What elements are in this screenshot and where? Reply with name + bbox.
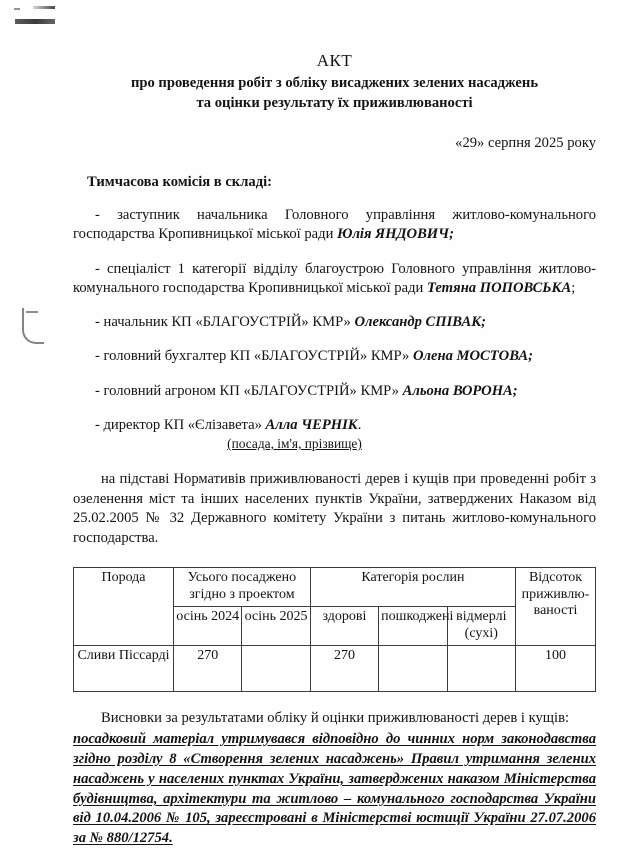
header-breed: Порода [74,568,174,646]
header-autumn-2024: осінь 2024 [174,607,242,646]
member-role-5: - головний агроном КП «БЛАГОУСТРІЙ» КМР» [95,382,403,399]
member-name-4: Олена МОСТОВА; [412,348,533,365]
commission-member-1 [73,206,596,245]
commission-member-5 [73,382,596,401]
commission-member-6 [73,416,596,435]
document-subtitle-line-1: про проведення робіт з обліку висаджених зелених насаджень [130,74,539,91]
role-caption-text: (посада, ім'я, прізвище) [227,436,362,452]
header-planted-total: Усього посаджено згідно з проектом [174,568,311,607]
member-role-1: - заступник начальника Головного управління житлово-комунального господарства Кропивницької міської ради [73,207,596,243]
commission-member-2 [73,260,596,299]
document-date: «29» серпня 2025 року [455,135,596,152]
cell-healthy: 270 [310,646,378,692]
member-role-6: - директор КП «Єлізавета» [95,416,266,433]
member-role-4: - головний бухгалтер КП «БЛАГОУСТРІЙ» КМР» [95,348,413,365]
cell-autumn-2024: 270 [174,646,242,692]
member-role-2: - спеціаліст 1 категорії відділу благоустрою Головного управління житлово-комунального господарства Кропивницької міської ради [73,260,596,296]
member-name-1: Юлія ЯНДОВИЧ; [337,226,454,243]
member-suffix-6: . [357,416,362,433]
scan-artifact-curve [22,308,44,344]
cell-dead [447,646,515,692]
header-dead: відмерлі (сухі) [447,607,515,646]
member-name-2: Тетяна ПОПОВСЬКА [426,279,572,296]
cell-breed: Сливи Піссарді [74,646,174,692]
scan-artifact-smudge [33,6,55,9]
planting-registry-table [73,567,596,692]
document-content [73,0,596,849]
scan-artifact-mark [14,8,20,10]
header-percent: Відсоток приживлю-ваності [516,568,596,646]
conclusion-body: посадковий матеріал утримувався відповідно до чинних норм законодавства згідно розділу 8 «Створення зелених насаджень» Правил утримання зелених насаджень у населених пунктах України, затверджених наказом Міністерства будівництва, архітектури та житлово – комунального господарства України від 10.04.2006 № 105, зареєстровані в Міністерстві юстиції України 27.07.2006 за № 880/12754. [73,731,596,847]
document-subtitle [73,74,596,113]
header-healthy: здорові [310,607,378,646]
header-autumn-2025: осінь 2025 [242,607,310,646]
page-title: АКТ [316,51,353,70]
scan-artifact-bar [15,19,55,24]
member-suffix-2: ; [571,279,576,296]
legal-basis-paragraph: на підставі Нормативів приживлюваності дерев і кущів при проведенні робіт з озеленення міст та інших населених пунктів України, затверджених Наказом від 25.02.2005 № 32 Державного комітету України з питань житлово-комунального господарства. [73,471,596,546]
cell-autumn-2025 [242,646,310,692]
cell-percent: 100 [516,646,596,692]
table-row [74,646,596,692]
document-subtitle-line-2: та оцінки результату їх приживлюваності [196,94,473,111]
header-plant-category: Категорія рослин [310,568,515,607]
member-name-5: Альона ВОРОНА; [402,382,518,399]
commission-member-4 [73,347,596,366]
member-name-6: Алла ЧЕРНІК [265,416,358,433]
conclusion-lead: Висновки за результатами обліку й оцінки приживлюваності дерев і кущів: [101,710,570,727]
cell-damaged [379,646,447,692]
commission-heading: Тимчасова комісія в складі: [87,174,272,191]
member-name-3: Олександр СПІВАК; [354,314,486,331]
commission-member-3 [73,313,596,332]
scan-artifact-dash [26,311,38,313]
role-caption [73,436,596,452]
header-damaged: пошкоджені [379,607,447,646]
table-header-row-1 [74,568,596,607]
member-role-3: - начальник КП «БЛАГОУСТРІЙ» КМР» [95,314,355,331]
